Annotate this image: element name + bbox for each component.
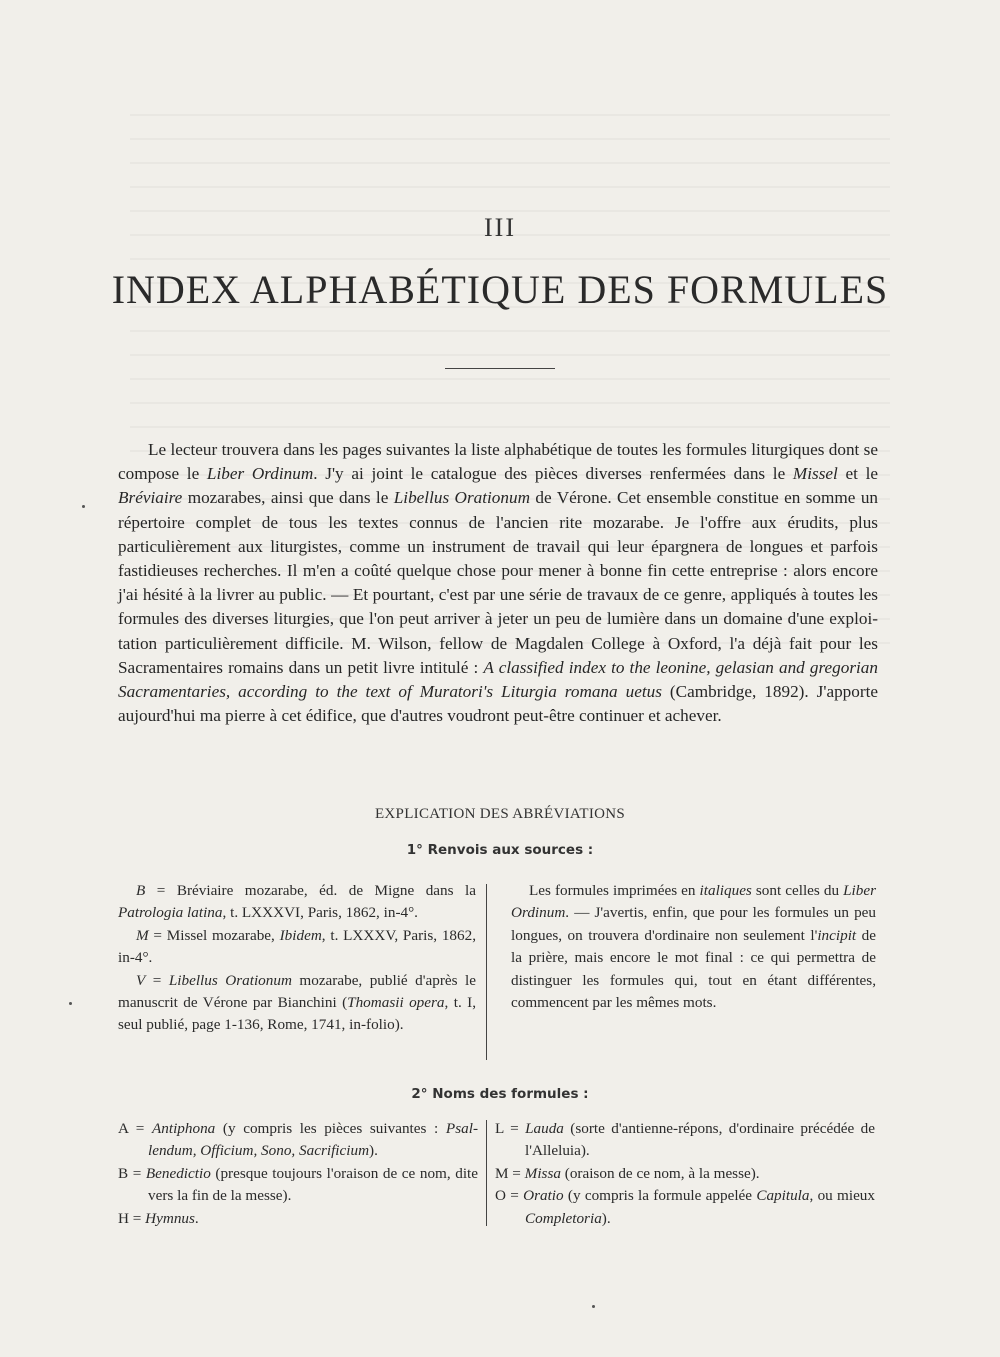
italic-text: Thomasii opera xyxy=(347,994,445,1012)
text-run: de la prière, mais encore le mot final : ce qui permettra de distinguer les formules qui, tout en étant différentes, commencent par les mêmes mots. xyxy=(511,926,876,1012)
margin-speck xyxy=(592,1305,595,1308)
text-run: (presque toujours l'oraison de ce nom, dite vers la fin de la messe). xyxy=(148,1164,478,1205)
text-run: (y compris la formule appelée xyxy=(563,1187,757,1205)
text-run: Les formules imprimées en xyxy=(529,882,700,899)
italic-text: Psallendum, Officium, Sono, Sacrificium xyxy=(148,1120,478,1160)
text-run: , t. LXXXV, Paris, 1862, in-4°. xyxy=(118,926,476,967)
italic-text: A classified index to the leonine, gelasian and gregorian Sacramentaries, according to the text of Muratori's Liturgia romana uetus xyxy=(118,657,878,702)
source-entry-m xyxy=(118,925,476,970)
source-abbr: V xyxy=(136,971,146,989)
source-desc xyxy=(118,882,476,921)
text-run: . J'y ai joint le catalogue des pièces diverses renfermées dans le xyxy=(313,464,793,484)
italic-text: Libellus Orationum xyxy=(393,488,530,508)
italic-text: Missa xyxy=(524,1164,561,1182)
text-run: , ou mieux xyxy=(809,1187,875,1205)
text-run: = Missel mozarabe, xyxy=(148,926,280,944)
text-run: (oraison de ce nom, à la messe). xyxy=(560,1164,760,1182)
text-run: sont celles du xyxy=(751,882,844,899)
text-run: L = xyxy=(495,1120,526,1137)
text-run: B = xyxy=(118,1164,146,1182)
italic-text: incipit xyxy=(817,926,857,944)
text-run: M = xyxy=(495,1164,525,1182)
source-desc xyxy=(118,927,476,966)
source-entry-v xyxy=(118,970,476,1037)
text-run: , t. LXXXVI, Paris, 1862, in-4°. xyxy=(222,904,418,922)
sources-heading: 1° Renvois aux sources : xyxy=(406,842,594,858)
italic-text: Completoria xyxy=(525,1209,602,1227)
title-rule xyxy=(445,368,555,369)
margin-speck xyxy=(82,505,85,508)
italic-text: Liber Ordinum xyxy=(206,464,314,484)
name-entry-l xyxy=(495,1118,875,1163)
name-entry-m xyxy=(495,1163,875,1185)
text-run: H = xyxy=(118,1209,146,1227)
text-run: (Cambridge, 1892). J'apporte aujourd'hui ma pierre à cet édifice, que d'autres voudront peut-être continuer et achever. xyxy=(118,682,878,726)
sources-note-text xyxy=(511,880,876,1014)
text-run: Le lecteur trouvera dans les pages suivantes la liste alphabétique de toutes les formules liturgiques dont se compose le xyxy=(118,440,878,484)
italic-text: Antiphona xyxy=(151,1120,216,1137)
page-title: INDEX ALPHABÉTIQUE DES FORMULES xyxy=(111,267,889,312)
source-entry-b xyxy=(118,880,476,925)
section-number: III xyxy=(484,213,516,242)
sources-note xyxy=(511,880,876,1014)
intro-text xyxy=(118,438,878,728)
italic-text: Bréviaire xyxy=(118,488,183,508)
text-run: ). xyxy=(369,1142,378,1160)
text-run: = xyxy=(145,971,169,989)
italic-text: Oratio xyxy=(523,1187,564,1205)
italic-text: Lauda xyxy=(525,1120,564,1137)
italic-text: italiques xyxy=(699,882,752,899)
text-run: mozarabe, publié d'après le manuscrit de Vérone par Bianchini ( xyxy=(118,971,476,1012)
name-entry-a xyxy=(118,1118,478,1163)
name-entry-o xyxy=(495,1185,875,1230)
italic-text: Patrologia latina xyxy=(118,904,223,922)
text-run: de Vérone. Cet ensemble constitue en somme un répertoire complet de tous les textes connus de l'ancien rite mozarabe. Je l'offre aux érudits, plus particulièrement aux liturgistes, comme un instrument de travail qui leur épargnera de longues et parfois fastidieuses recherches. Il m'en a coûté quelque chose pour mener à bonne fin cette entreprise : alors encore j'ai hésité à la livrer au public. — Et pourtant, c'est par une série de travaux de ce genre, appliqués à toutes les formules des diverses liturgies, que l'on peut arriver à jeter un peu de lumière dans un domaine d'une exploitation particulièrement difficile. M. Wilson, fellow de Magdalen College à Oxford, l'a déjà fait pour les Sacramentaires romains dans un petit livre intitulé : xyxy=(118,488,879,677)
text-run: . — J'avertis, enfin, que pour les formules un peu longues, on trouvera d'ordinaire non seulement l' xyxy=(511,904,876,944)
text-run: (y compris les pièces suivantes : xyxy=(215,1120,446,1137)
names-heading: 2° Noms des formules : xyxy=(411,1086,589,1102)
sources-list xyxy=(118,880,476,1037)
intro-paragraph xyxy=(118,438,878,728)
italic-text: Libellus Orationum xyxy=(168,971,292,989)
source-abbr: B xyxy=(136,882,146,899)
names-left-list xyxy=(118,1118,478,1230)
text-run: A = xyxy=(118,1120,152,1137)
text-run: O = xyxy=(495,1187,524,1205)
explanation-title: EXPLICATION DES ABRÉVIATIONS xyxy=(374,806,626,822)
italic-text: Hymnus xyxy=(145,1209,195,1227)
names-right-list xyxy=(495,1118,875,1230)
text-run: = Bréviaire mozarabe, éd. de Migne dans la xyxy=(145,882,476,899)
name-entry-h xyxy=(118,1208,478,1230)
source-desc xyxy=(118,972,476,1034)
margin-speck xyxy=(69,1002,72,1005)
text-run: mozarabes, ainsi que dans le xyxy=(182,488,394,508)
text-run: . xyxy=(194,1209,199,1227)
italic-text: Capitula xyxy=(756,1187,810,1205)
column-divider xyxy=(486,884,487,1060)
text-run: , t. I, seul publié, page 1-136, Rome, 1741, in-folio). xyxy=(118,994,476,1034)
italic-text: Ibidem xyxy=(279,926,322,944)
name-entry-b xyxy=(118,1163,478,1208)
text-run: ). xyxy=(601,1209,611,1227)
source-abbr: M xyxy=(136,926,149,944)
italic-text: Missel xyxy=(792,464,838,484)
column-divider-2 xyxy=(486,1120,487,1226)
italic-text: Liber Ordinum xyxy=(511,882,877,922)
text-run: et le xyxy=(837,464,878,484)
italic-text: Benedictio xyxy=(145,1164,211,1182)
text-run: (sorte d'antienne-répons, d'ordinaire précédée de l'Alleluia). xyxy=(525,1120,876,1160)
